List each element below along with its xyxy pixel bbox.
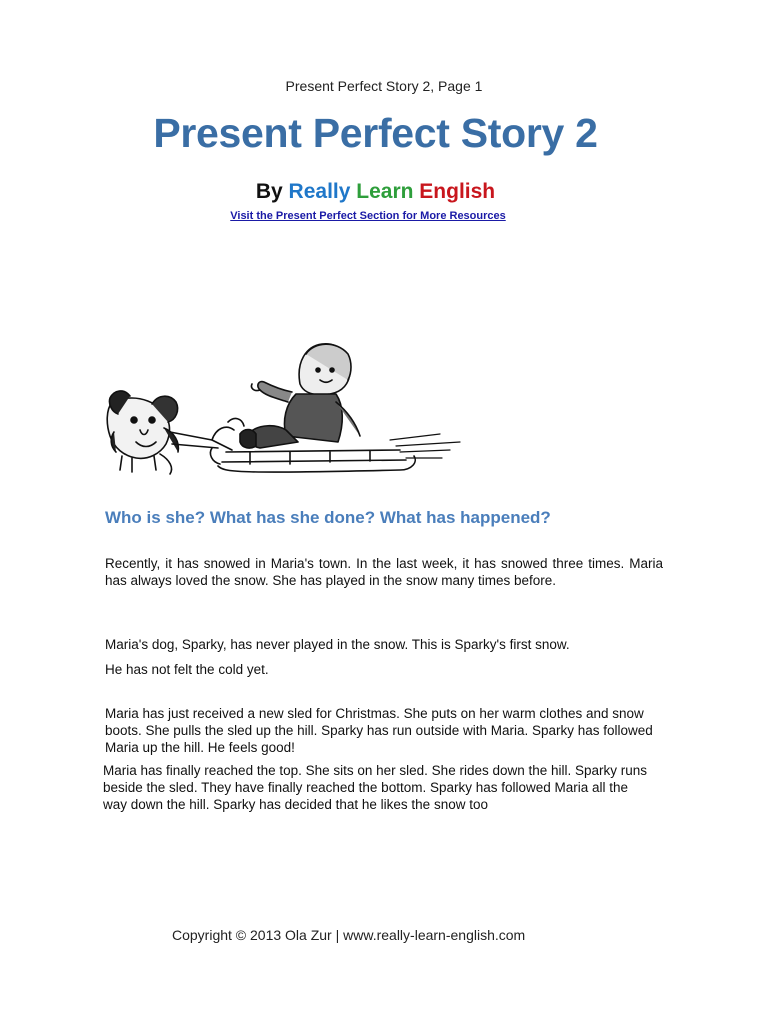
story-paragraph-3: Maria has just received a new sled for Christmas. She puts on her warm clothes and snow boots. She pulls the sled up the hill. Sparky has run outside with Maria. Sparky has followed Maria up the hill. He feels good! (105, 706, 653, 755)
byline-english: English (419, 180, 496, 203)
byline-really: Really (288, 180, 351, 203)
byline-learn: Learn (356, 180, 414, 203)
sled-figure (210, 448, 415, 472)
dog-figure (107, 391, 178, 474)
page-title: Present Perfect Story 2 (153, 110, 598, 156)
section-heading: Who is she? What has she done? What has happened? (105, 508, 551, 527)
story-paragraph-1: Recently, it has snowed in Maria's town. In the last week, it has snowed three times. Maria has always loved the snow. She has played in the snow many times before. (105, 556, 663, 588)
girl-figure (240, 344, 360, 448)
byline-by: By (255, 180, 283, 203)
footer-copyright: Copyright © 2013 Ola Zur | www.really-learn-english.com (172, 927, 526, 943)
motion-lines (390, 434, 460, 458)
story-paragraph-4: Maria has finally reached the top. She sits on her sled. She rides down the hill. Sparky runs beside the sled. They have finally reached the bottom. Sparky has followed Maria all the way down the hill. Sparky has decided that he likes the snow too (103, 763, 648, 812)
byline (0, 180, 751, 204)
page-header: Present Perfect Story 2, Page 1 (285, 78, 483, 94)
story-paragraph-2a: Maria's dog, Sparky, has never played in the snow. This is Sparky's first snow. (105, 637, 570, 652)
story-paragraph-2b: He has not felt the cold yet. (105, 662, 269, 677)
girl-on-sled-with-dog-drawing (100, 332, 465, 482)
present-perfect-resources-link[interactable]: Visit the Present Perfect Section for More Resources (230, 210, 506, 222)
